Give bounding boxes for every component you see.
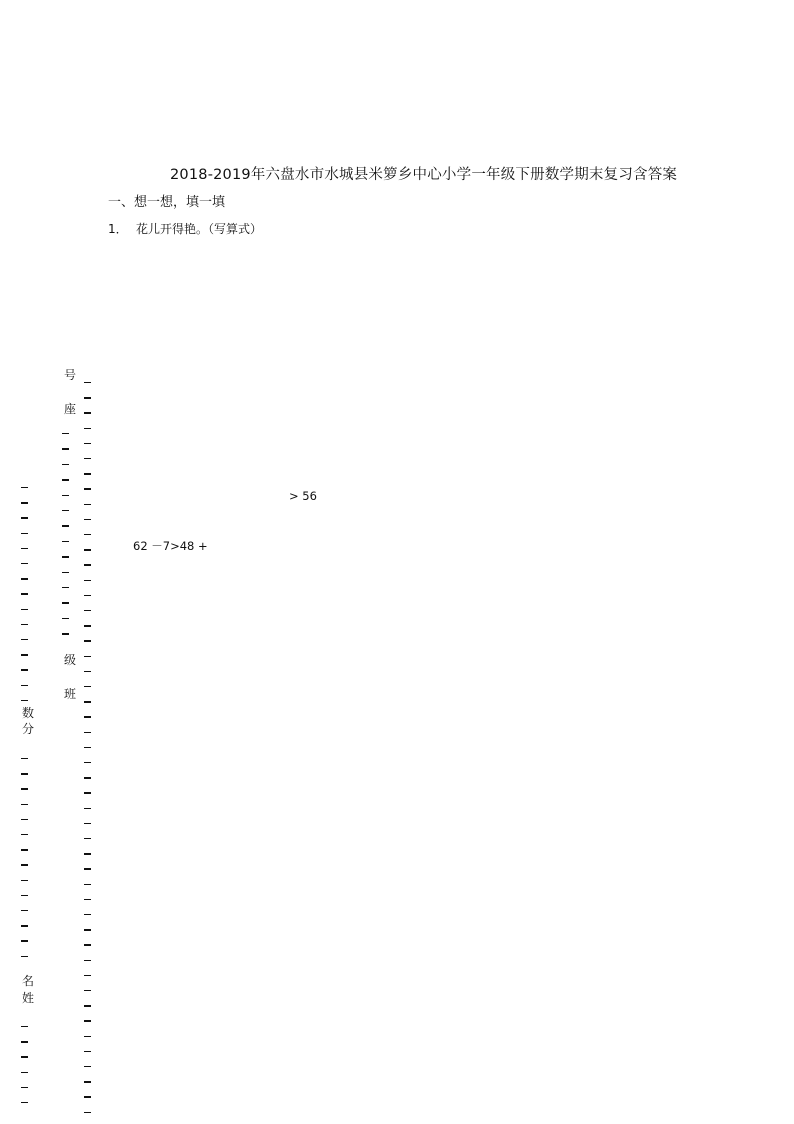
binding-dash bbox=[21, 956, 28, 957]
binding-dash bbox=[21, 895, 28, 896]
binding-dash bbox=[62, 495, 69, 496]
binding-dash bbox=[84, 808, 91, 809]
binding-dash bbox=[84, 716, 91, 717]
binding-dash bbox=[21, 788, 28, 789]
binding-dash bbox=[21, 685, 28, 686]
binding-dash bbox=[21, 639, 28, 640]
binding-dash bbox=[84, 640, 91, 641]
binding-dash bbox=[21, 864, 28, 865]
binding-dash bbox=[21, 1026, 28, 1027]
binding-dash bbox=[62, 464, 69, 465]
binding-dash bbox=[84, 762, 91, 763]
binding-dash bbox=[21, 925, 28, 926]
binding-dash bbox=[21, 700, 28, 701]
binding-dash bbox=[84, 732, 91, 733]
binding-dash bbox=[84, 868, 91, 869]
binding-dash bbox=[21, 1087, 28, 1088]
binding-dash bbox=[62, 479, 69, 480]
binding-dash bbox=[84, 1066, 91, 1067]
binding-dash bbox=[84, 534, 91, 535]
binding-dash bbox=[84, 504, 91, 505]
binding-dash bbox=[62, 587, 69, 588]
name-label-char-2: 姓 bbox=[22, 991, 35, 1005]
binding-dash bbox=[84, 686, 91, 687]
binding-dash bbox=[62, 433, 69, 434]
binding-dash bbox=[21, 940, 28, 941]
binding-dash bbox=[84, 823, 91, 824]
seat-label-char-2: 座 bbox=[64, 402, 77, 416]
class-label-char-1: 级 bbox=[64, 653, 77, 667]
binding-dash bbox=[21, 834, 28, 835]
binding-dash bbox=[21, 624, 28, 625]
binding-dash bbox=[84, 1081, 91, 1082]
binding-dash bbox=[21, 502, 28, 503]
binding-dash bbox=[84, 428, 91, 429]
binding-dash bbox=[84, 1096, 91, 1097]
binding-dash bbox=[84, 990, 91, 991]
score-label-char-2: 分 bbox=[22, 722, 35, 736]
binding-dash bbox=[62, 541, 69, 542]
binding-dash bbox=[84, 595, 91, 596]
binding-dash bbox=[21, 654, 28, 655]
binding-dash bbox=[84, 382, 91, 383]
binding-dash bbox=[21, 880, 28, 881]
binding-dash bbox=[84, 792, 91, 793]
binding-dash bbox=[84, 458, 91, 459]
binding-dash bbox=[21, 578, 28, 579]
section-heading: 一、想一想，填一填 bbox=[108, 195, 226, 210]
binding-dash bbox=[21, 773, 28, 774]
binding-dash bbox=[84, 443, 91, 444]
binding-dash bbox=[84, 412, 91, 413]
binding-dash bbox=[84, 884, 91, 885]
question-text: 花儿开得艳。（写算式） bbox=[136, 222, 263, 236]
binding-dash bbox=[84, 488, 91, 489]
binding-dash bbox=[84, 549, 91, 550]
binding-dash bbox=[62, 525, 69, 526]
binding-dash bbox=[21, 548, 28, 549]
name-label-char-1: 名 bbox=[22, 974, 35, 988]
binding-dash bbox=[21, 1041, 28, 1042]
binding-dash bbox=[62, 448, 69, 449]
binding-dash bbox=[84, 397, 91, 398]
binding-dash bbox=[21, 533, 28, 534]
score-label-char-1: 数 bbox=[22, 706, 35, 720]
document-title: 2018-2019年六盘水市水城县米箩乡中心小学一年级下册数学期末复习含答案 bbox=[170, 167, 678, 183]
binding-dash bbox=[21, 910, 28, 911]
binding-dash bbox=[21, 487, 28, 488]
binding-dash bbox=[84, 853, 91, 854]
binding-dash bbox=[84, 899, 91, 900]
binding-dash bbox=[62, 633, 69, 634]
binding-dash bbox=[84, 1112, 91, 1113]
binding-dash bbox=[84, 671, 91, 672]
binding-dash bbox=[84, 747, 91, 748]
binding-dash bbox=[21, 517, 28, 518]
binding-dash bbox=[84, 656, 91, 657]
binding-dash bbox=[84, 1020, 91, 1021]
binding-dash bbox=[84, 1036, 91, 1037]
binding-dash bbox=[21, 819, 28, 820]
binding-dash bbox=[84, 519, 91, 520]
binding-dash bbox=[84, 580, 91, 581]
binding-dash bbox=[21, 804, 28, 805]
binding-dash bbox=[21, 609, 28, 610]
binding-dash bbox=[84, 1005, 91, 1006]
binding-dash bbox=[84, 777, 91, 778]
question-number: 1． bbox=[108, 222, 128, 236]
binding-dash bbox=[21, 1056, 28, 1057]
class-label-char-2: 班 bbox=[64, 687, 77, 701]
binding-dash bbox=[84, 944, 91, 945]
binding-dash bbox=[84, 838, 91, 839]
binding-dash bbox=[84, 914, 91, 915]
binding-dash bbox=[21, 669, 28, 670]
binding-dash bbox=[84, 1051, 91, 1052]
binding-dash bbox=[84, 701, 91, 702]
binding-dash bbox=[21, 563, 28, 564]
expression-1: > 56 bbox=[289, 489, 317, 503]
binding-dash bbox=[62, 618, 69, 619]
expression-2: 62 －7>48 + bbox=[133, 539, 208, 553]
binding-dash bbox=[62, 602, 69, 603]
binding-dash bbox=[21, 758, 28, 759]
binding-dash bbox=[21, 1072, 28, 1073]
binding-dash bbox=[84, 625, 91, 626]
binding-dash bbox=[84, 929, 91, 930]
binding-dash bbox=[21, 849, 28, 850]
question-1 bbox=[108, 220, 262, 237]
binding-dash bbox=[62, 572, 69, 573]
binding-dash bbox=[84, 473, 91, 474]
binding-dash bbox=[62, 556, 69, 557]
binding-dash bbox=[21, 1102, 28, 1103]
binding-dash bbox=[84, 960, 91, 961]
binding-dash bbox=[62, 510, 69, 511]
binding-dash bbox=[84, 610, 91, 611]
binding-dash bbox=[21, 593, 28, 594]
binding-dash bbox=[84, 564, 91, 565]
seat-label-char-1: 号 bbox=[64, 368, 77, 382]
binding-dash bbox=[84, 975, 91, 976]
